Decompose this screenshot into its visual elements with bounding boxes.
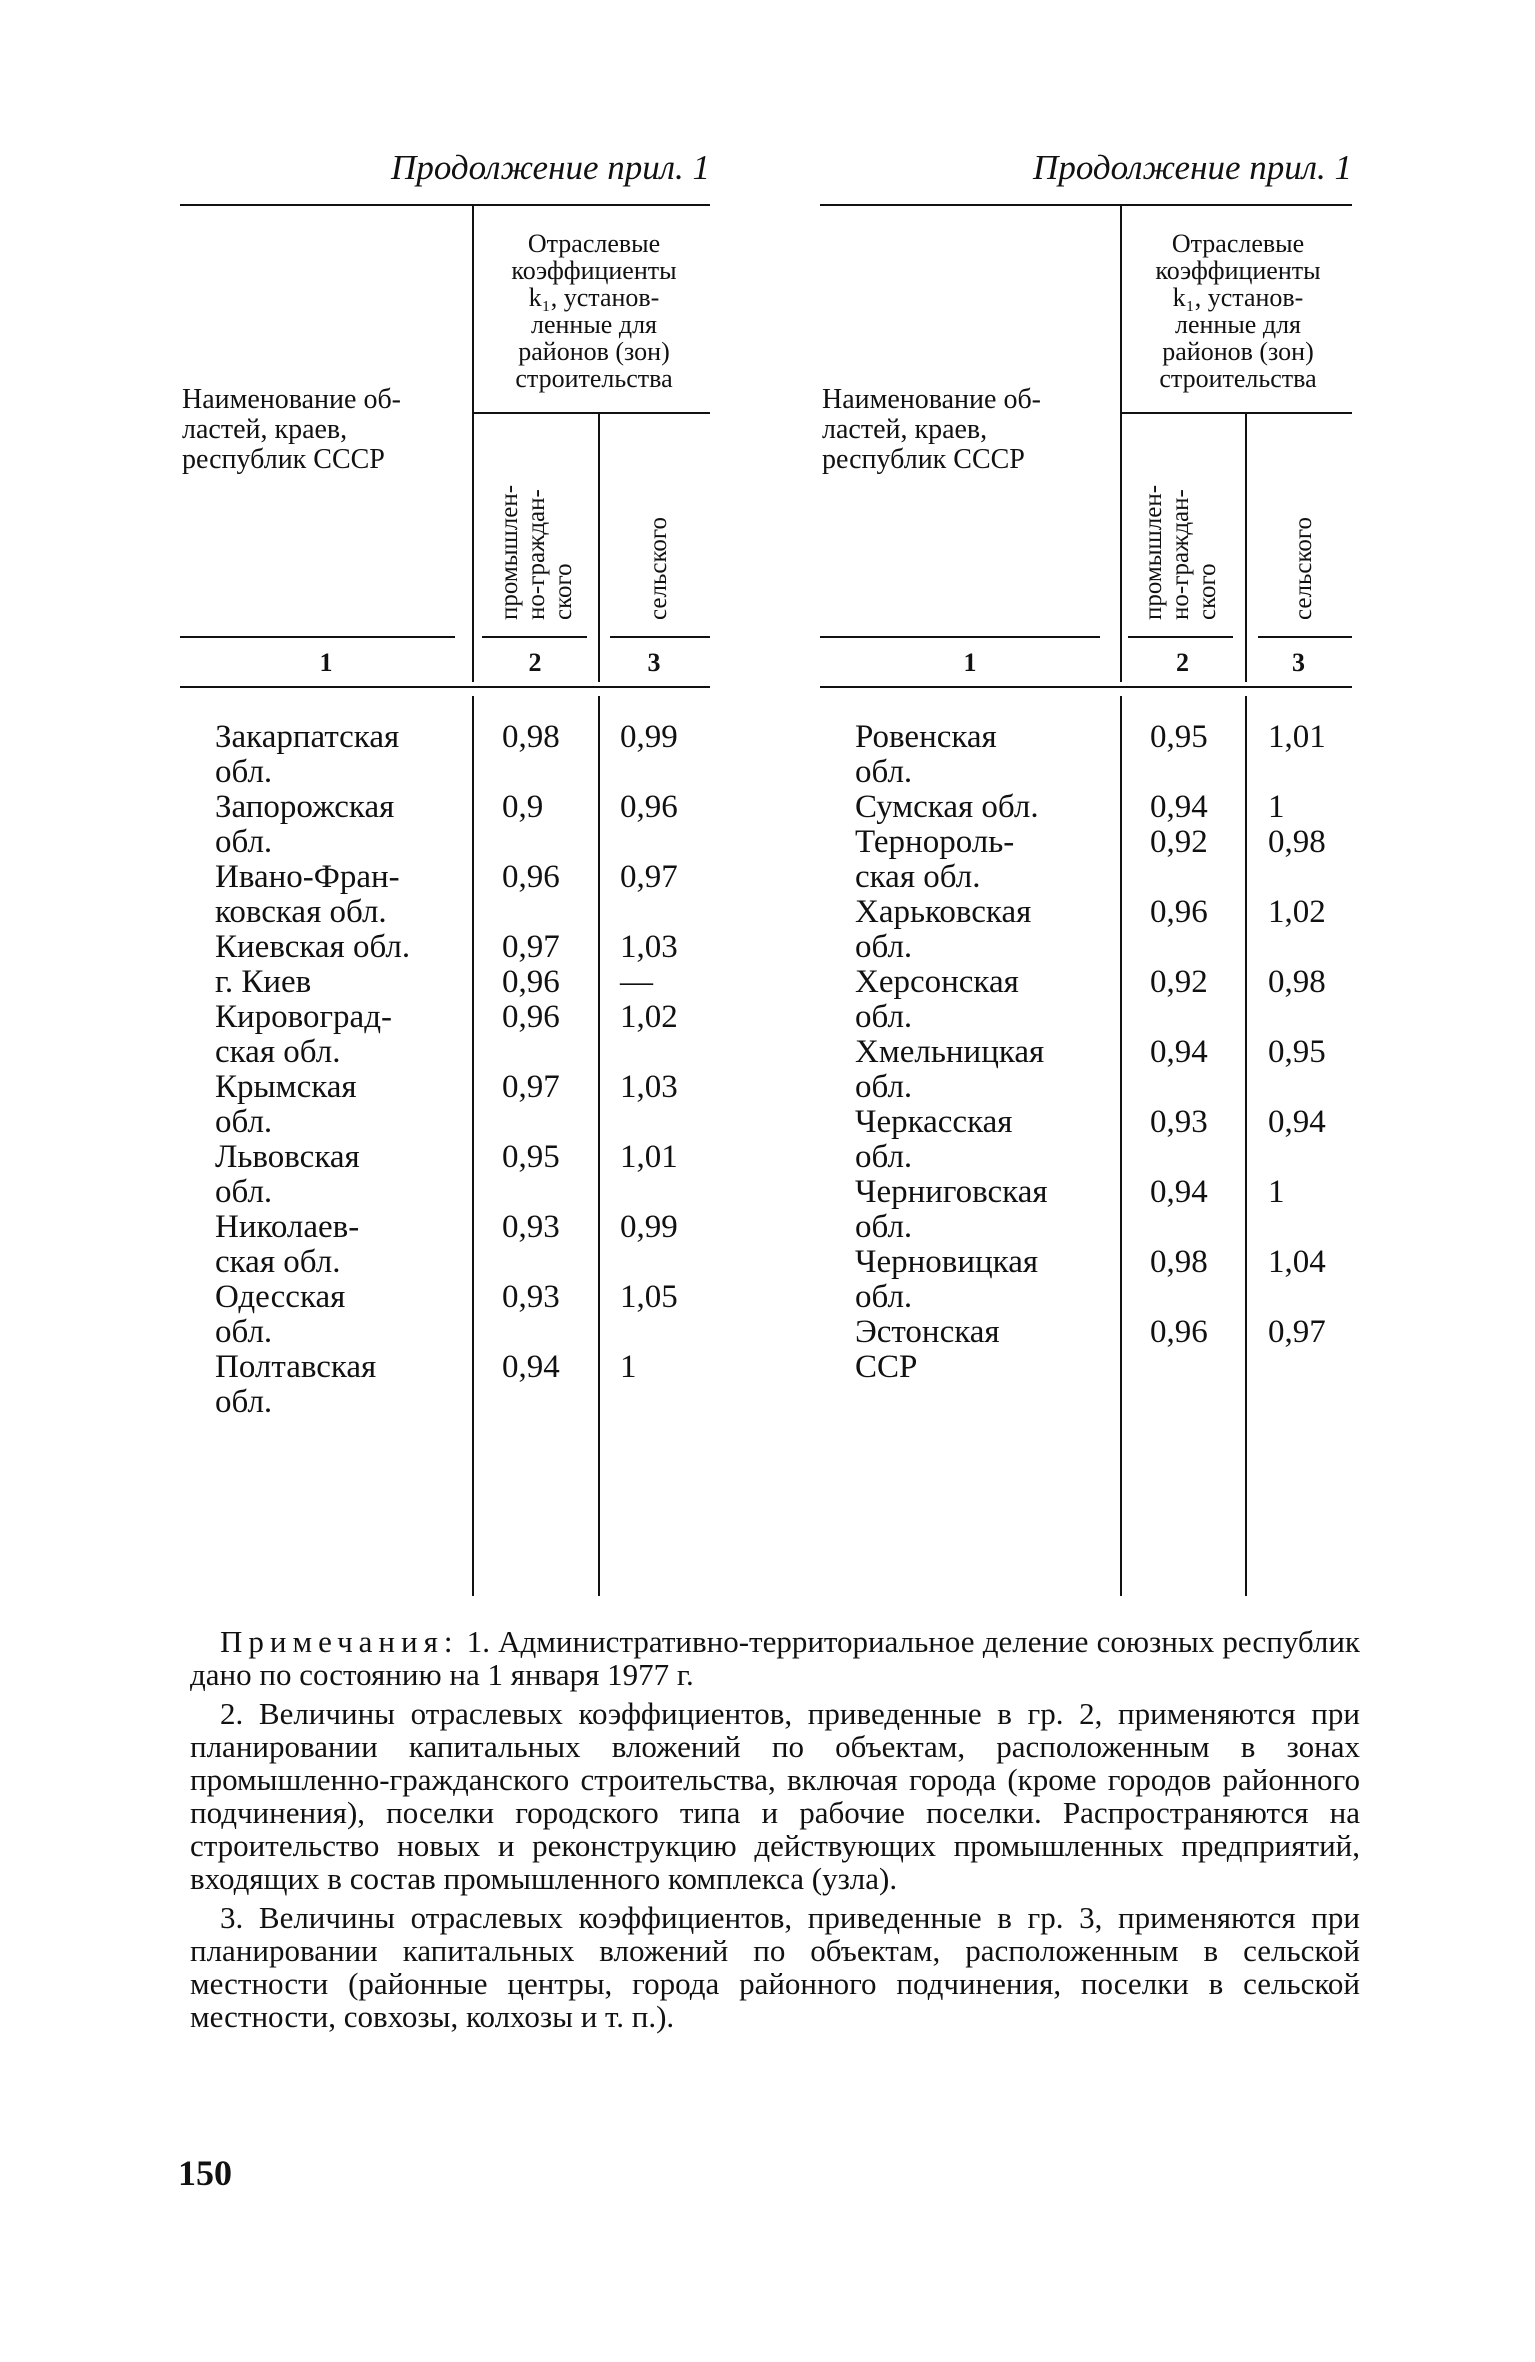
left-row-name: Львовская обл. — [215, 1139, 360, 1210]
notes-heading: Примечания: — [220, 1624, 459, 1659]
right-row-name: Терноpоль- ская обл. — [855, 824, 1015, 895]
left-row-name: Закарпатская обл. — [215, 719, 400, 790]
right-colnum-1: 1 — [963, 648, 977, 677]
right-row-industrial: 0,92 — [1150, 964, 1208, 1000]
left-row-name: г. Киев — [215, 964, 312, 1000]
right-header-divider — [1120, 204, 1122, 642]
left-header-group: Отраслевые коэффициенты k₁, установ- ленные для районов (зон) строительства — [511, 229, 677, 393]
right-row-rural: 0,94 — [1268, 1104, 1326, 1140]
left-colnum-rule-1 — [180, 636, 455, 638]
right-row-name: Черниговская обл. — [855, 1174, 1048, 1245]
left-row-industrial: 0,96 — [502, 964, 560, 1000]
left-colnum-rule-3 — [610, 636, 710, 638]
right-row-rural: 1,04 — [1268, 1244, 1326, 1280]
left-row-rural: 0,97 — [620, 859, 678, 895]
right-row-industrial: 0,94 — [1150, 1174, 1208, 1210]
right-colnum-rule-1 — [820, 636, 1100, 638]
right-row-name: Эстонская ССР — [855, 1314, 1000, 1385]
right-group-rule — [1120, 412, 1352, 414]
left-body-divider-1 — [472, 696, 474, 1596]
left-row-name: Николаев- ская обл. — [215, 1209, 360, 1280]
right-row-industrial: 0,95 — [1150, 719, 1208, 755]
left-row-rural: 1,01 — [620, 1139, 678, 1175]
left-colnum-2: 2 — [528, 648, 542, 677]
left-body-rule — [180, 686, 710, 688]
left-row-industrial: 0,98 — [502, 719, 560, 755]
left-row-rural: 0,96 — [620, 789, 678, 825]
note-3: 3. Величины отраслевых коэффициентов, приведенные в гр. 3, применяются при планировании капитальных вложений по объектам, расположенным в сельской местности (районные центры, города районного подчинения, поселки в сельской местности, совхозы, колхозы и т. п.). — [190, 1900, 1360, 2034]
right-colnum-3: 3 — [1292, 648, 1305, 677]
left-sub-divider — [598, 412, 600, 642]
left-row-name: Крымская обл. — [215, 1069, 357, 1140]
right-colnum-2: 2 — [1176, 648, 1189, 677]
right-row-name: Хмельницкая обл. — [855, 1034, 1045, 1105]
left-top-rule — [180, 204, 710, 206]
left-row-industrial: 0,97 — [502, 1069, 560, 1105]
left-row-rural: 0,99 — [620, 719, 678, 755]
left-row-name: Кировоград- ская обл. — [215, 999, 392, 1070]
right-colnum-rule-2 — [1128, 636, 1233, 638]
left-row-rural: 1,02 — [620, 999, 678, 1035]
left-group-rule — [472, 412, 710, 414]
left-row-rural: 1,03 — [620, 1069, 678, 1105]
left-row-name: Одесская обл. — [215, 1279, 346, 1350]
left-header-name: Наименование об- ластей, краев, республик СССР — [182, 384, 402, 475]
right-row-industrial: 0,94 — [1150, 1034, 1208, 1070]
right-body-rule — [820, 686, 1352, 688]
right-header-industrial: промышлен- но-граждан- ского — [1140, 484, 1221, 620]
left-row-rural: 1,03 — [620, 929, 678, 965]
left-colnum-1: 1 — [319, 648, 333, 677]
left-row-industrial: 0,97 — [502, 929, 560, 965]
left-row-industrial: 0,93 — [502, 1209, 560, 1245]
right-row-rural: 0,98 — [1268, 824, 1326, 860]
left-header-rural: сельского — [645, 517, 672, 620]
right-row-name: Черновицкая обл. — [855, 1244, 1039, 1315]
right-row-name: Херсонская обл. — [855, 964, 1019, 1035]
left-row-name: Ивано-Фран- ковская обл. — [215, 859, 400, 930]
left-row-name: Полтавская обл. — [215, 1349, 377, 1420]
left-row-name: Запорожская обл. — [215, 789, 395, 860]
left-row-name: Киевская обл. — [215, 929, 411, 965]
left-row-rural: 1 — [620, 1349, 637, 1385]
right-sub-divider — [1245, 412, 1247, 642]
left-row-rural: — — [620, 964, 653, 1000]
left-colnum-3: 3 — [647, 648, 661, 677]
page-number: 150 — [178, 2153, 232, 2193]
left-table-caption: Продолжение прил. 1 — [391, 148, 710, 187]
right-row-rural: 1 — [1268, 789, 1285, 825]
right-body-divider-1 — [1120, 696, 1122, 1596]
right-row-industrial: 0,94 — [1150, 789, 1208, 825]
right-row-rural: 1,01 — [1268, 719, 1326, 755]
right-row-rural: 0,98 — [1268, 964, 1326, 1000]
right-row-rural: 1 — [1268, 1174, 1285, 1210]
right-row-rural: 0,95 — [1268, 1034, 1326, 1070]
note-1: 1. Административно-территориальное деление союзных республик дано по состоянию на 1 января 1977 г. — [190, 1624, 1360, 1692]
left-row-industrial: 0,96 — [502, 859, 560, 895]
right-header-rural: сельского — [1290, 517, 1317, 620]
left-row-rural: 0,99 — [620, 1209, 678, 1245]
left-body-divider-2 — [598, 696, 600, 1596]
right-row-industrial: 0,92 — [1150, 824, 1208, 860]
left-row-industrial: 0,96 — [502, 999, 560, 1035]
right-row-industrial: 0,93 — [1150, 1104, 1208, 1140]
left-colnum-rule-2 — [482, 636, 587, 638]
right-row-industrial: 0,98 — [1150, 1244, 1208, 1280]
left-header-industrial: промышлен- но-граждан- ского — [496, 484, 577, 620]
note-2: 2. Величины отраслевых коэффициентов, приведенные в гр. 2, применяются при планировании капитальных вложений по объектам, расположенным в зонах промышленно-гражданского строительства, включая города (кроме городов районного подчинения), поселки городского типа и рабочие поселки. Распространяются на строительство новых и реконструкцию действующих промышленных предприятий, входящих в состав промышленного комплекса (узла). — [190, 1696, 1360, 1896]
left-row-rural: 1,05 — [620, 1279, 678, 1315]
right-header-name: Наименование об- ластей, краев, республик СССР — [822, 384, 1042, 475]
right-row-name: Черкасская обл. — [855, 1104, 1013, 1175]
notes — [190, 1625, 1360, 2039]
left-header-divider — [472, 204, 474, 642]
left-row-industrial: 0,95 — [502, 1139, 560, 1175]
right-table-caption: Продолжение прил. 1 — [1033, 148, 1352, 187]
right-top-rule — [820, 204, 1352, 206]
right-row-industrial: 0,96 — [1150, 1314, 1208, 1350]
right-colnum-rule-3 — [1258, 636, 1352, 638]
right-row-name: Харьковская обл. — [855, 894, 1032, 965]
right-row-name: Ровенская обл. — [855, 719, 997, 790]
right-header-group: Отраслевые коэффициенты k₁, установ- ленные для районов (зон) строительства — [1155, 229, 1321, 393]
left-row-industrial: 0,93 — [502, 1279, 560, 1315]
right-row-rural: 1,02 — [1268, 894, 1326, 930]
right-row-industrial: 0,96 — [1150, 894, 1208, 930]
right-body-divider-2 — [1245, 696, 1247, 1596]
left-row-industrial: 0,9 — [502, 789, 544, 825]
right-row-rural: 0,97 — [1268, 1314, 1326, 1350]
right-row-name: Сумская обл. — [855, 789, 1039, 825]
left-row-industrial: 0,94 — [502, 1349, 560, 1385]
